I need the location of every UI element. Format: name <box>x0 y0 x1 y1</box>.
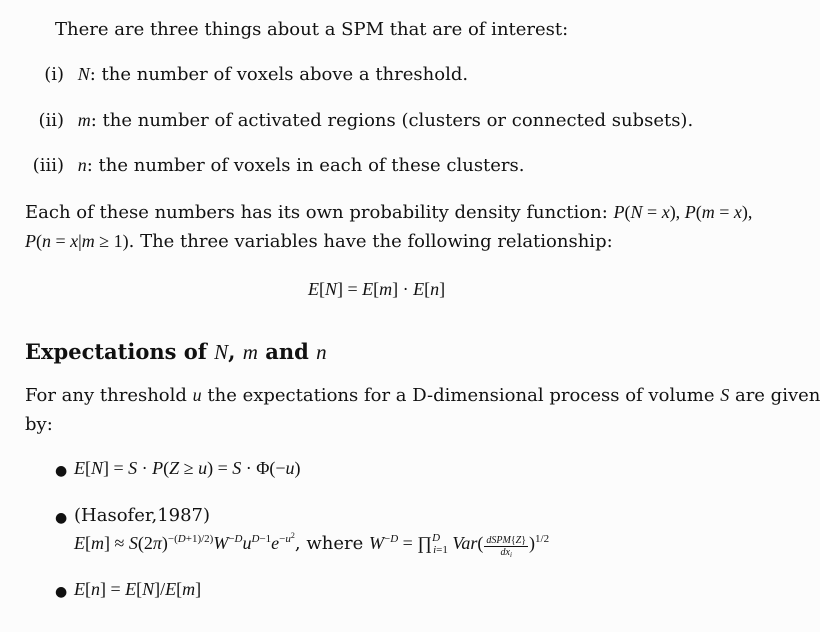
item-text: : the number of voxels above a threshold. <box>89 64 469 85</box>
paragraph-1-line-2: P(n = x|m ≥ 1). The three variables have the following relationship: <box>25 231 613 252</box>
paragraph-1-line-1: Each of these numbers has its own probability density function: P(N = x), P(m = x), <box>25 202 753 223</box>
bullet-icon: ● <box>55 463 68 479</box>
paragraph-2-line-2: by: <box>25 414 53 435</box>
list-item-ii <box>36 111 693 131</box>
item-label: (iii) <box>32 155 64 176</box>
list-item-iii <box>30 156 525 176</box>
item-text: : the number of activated regions (clusters or connected subsets). <box>90 110 694 131</box>
item-variable: N <box>77 64 90 84</box>
list-item-i <box>36 65 468 85</box>
item-variable: n <box>77 155 87 175</box>
intro-sentence: There are three things about a SPM that are of interest: <box>55 19 569 40</box>
bullet-2-equation: $E[m] \approx S(2\pi)^{-(D+1)/2)}W^{-D}u^{D-1}e^{-u^2}$, where $W^{-D}$ = ∏$^D_{i=1}$ Var( $\frac{\text{dSPM\{Z\}}}{dx_i}$ )$^{1/2}$ <box>74 531 550 559</box>
bullet-1-equation: E[N] = S · P(Z ≥ u) = S · Φ(−u) <box>74 458 301 478</box>
item-text: : the number of voxels in each of these clusters. <box>86 155 525 176</box>
item-variable: m <box>77 110 91 130</box>
bullet-3-equation: E[n] = E[N]/E[m] <box>74 579 202 599</box>
section-heading: Expectations of N, m and n <box>25 339 327 364</box>
bullet-icon: ● <box>55 584 68 600</box>
item-label: (ii) <box>38 110 64 131</box>
bullet-icon: ● <box>55 510 68 526</box>
relationship-equation: E[N] = E[m] · E[n] <box>308 279 446 299</box>
bullet-2-reference: (Hasofer,1987) <box>74 505 211 526</box>
item-label: (i) <box>44 64 64 85</box>
paragraph-2-line-1: For any threshold u the expectations for a D-dimensional process of volume S are given <box>25 385 820 406</box>
